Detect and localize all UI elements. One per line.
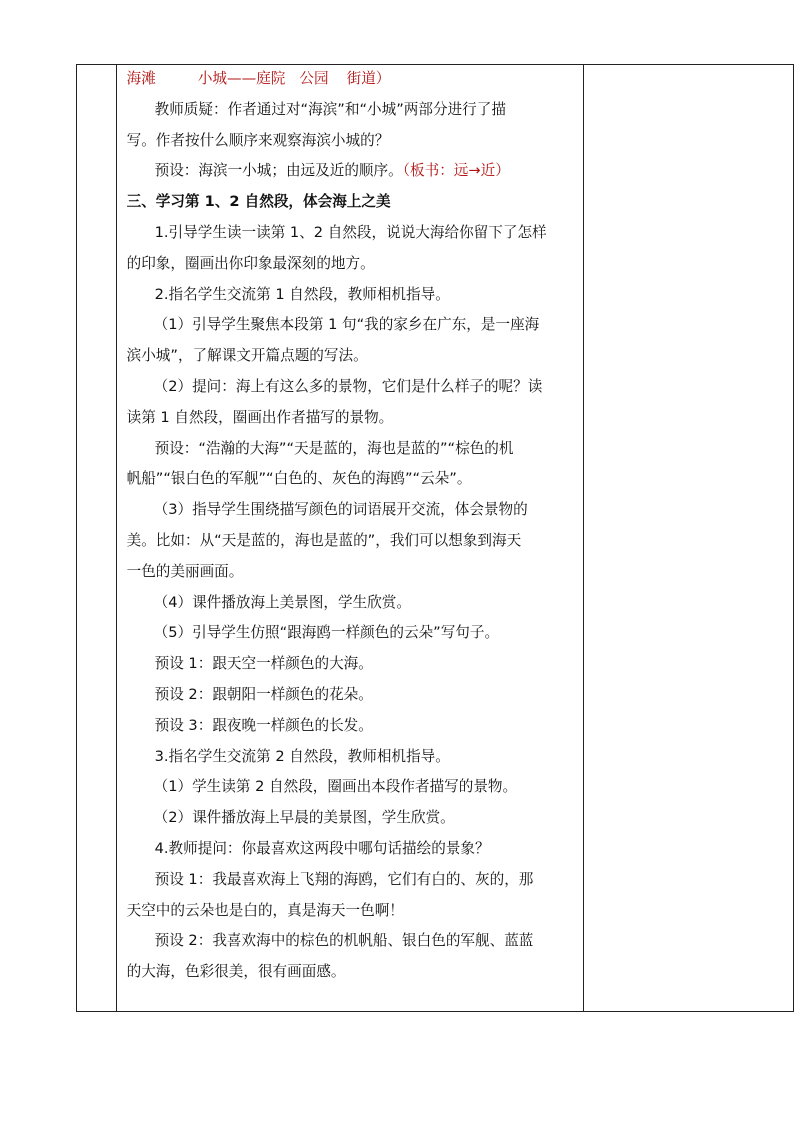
preset-order-text: 预设：海滨一小城；由远及近的顺序。 xyxy=(154,162,403,180)
main-content-cell xyxy=(116,65,583,1012)
s2-1-line-1: （1）引导学生聚焦本段第 1 句“我的家乡在广东，是一座海 xyxy=(153,316,540,334)
s2-5-line: （5）引导学生仿照“跟海鸥一样颜色的云朵”写句子。 xyxy=(153,624,500,642)
step3-line: 3.指名学生交流第 2 自然段，教师相机指导。 xyxy=(154,747,450,765)
s4-preset1-line-2: 天空中的云朵也是白的，真是海天一色啊！ xyxy=(126,901,404,919)
section-3-heading: 三、学习第 1、2 自然段，体会海上之美 xyxy=(126,193,391,211)
s2-1-line-2: 滨小城”，了解课文开篇点题的写法。 xyxy=(126,347,368,365)
step1-line-2: 的印象，圈画出你印象最深刻的地方。 xyxy=(126,254,375,272)
s3-1-line: （1）学生读第 2 自然段，圈画出本段作者描写的景物。 xyxy=(153,778,518,796)
s4-preset1-line-1: 预设 1：我最喜欢海上飞翔的海鸥，它们有白的、灰的，那 xyxy=(154,870,534,888)
seg-street: 街道） xyxy=(346,70,391,87)
structure-line xyxy=(127,64,572,95)
s4-preset2-line-1: 预设 2：我喜欢海中的棕色的机帆船、银白色的军舰、蓝蓝 xyxy=(154,932,534,950)
s2-2-line-2: 读第 1 自然段，圈画出作者描写的景物。 xyxy=(126,408,394,426)
seg-beach: 海滩 xyxy=(126,70,156,87)
seg-town-courtyard: 小城——庭院 xyxy=(197,70,286,87)
s2-3-line-1: （3）指导学生围绕描写颜色的词语展开交流，体会景物的 xyxy=(153,501,528,519)
preset-3-line: 预设 3：跟夜晚一样颜色的长发。 xyxy=(154,716,373,734)
teacher-question-line-2: 写。作者按什么顺序来观察海滨小城的？ xyxy=(126,131,390,149)
preset-words-line-1: 预设：“浩瀚的大海”“天是蓝的，海也是蓝的”“棕色的机 xyxy=(154,439,514,457)
s2-4-line: （4）课件播放海上美景图，学生欣赏。 xyxy=(153,593,411,611)
s3-2-line: （2）课件播放海上早晨的美景图，学生欣赏。 xyxy=(153,809,455,827)
step4-line: 4.教师提问：你最喜欢这两段中哪句话描绘的景象？ xyxy=(154,839,490,857)
seg-park: 公园 xyxy=(299,70,329,87)
right-column-cell xyxy=(584,65,794,1012)
s4-preset2-line-2: 的大海，色彩很美，很有画面感。 xyxy=(126,963,346,981)
s2-3-line-3: 一色的美丽画面。 xyxy=(126,562,244,580)
step1-line-1: 1.引导学生读一读第 1、2 自然段，说说大海给你留下了怎样 xyxy=(154,223,547,241)
board-note: （板书：远→近） xyxy=(402,162,510,180)
teacher-question-line-1: 教师质疑：作者通过对“海滨”和“小城”两部分进行了描 xyxy=(154,100,506,118)
preset-2-line: 预设 2：跟朝阳一样颜色的花朵。 xyxy=(154,685,373,703)
s2-3-line-2: 美。比如：从“天是蓝的，海也是蓝的”，我们可以想象到海天 xyxy=(126,531,522,549)
preset-order-line xyxy=(127,156,572,187)
s2-2-line-1: （2）提问：海上有这么多的景物，它们是什么样子的呢？读 xyxy=(153,377,543,395)
preset-1-line: 预设 1：跟天空一样颜色的大海。 xyxy=(154,655,373,673)
preset-words-line-2: 帆船”“银白色的军舰”“白色的、灰色的海鸥”“云朵”。 xyxy=(126,470,472,488)
lesson-plan-table xyxy=(76,64,794,1012)
table-row xyxy=(77,65,794,1012)
left-column-cell xyxy=(77,65,117,1012)
content-block xyxy=(117,65,583,988)
step2-line: 2.指名学生交流第 1 自然段，教师相机指导。 xyxy=(154,285,450,303)
